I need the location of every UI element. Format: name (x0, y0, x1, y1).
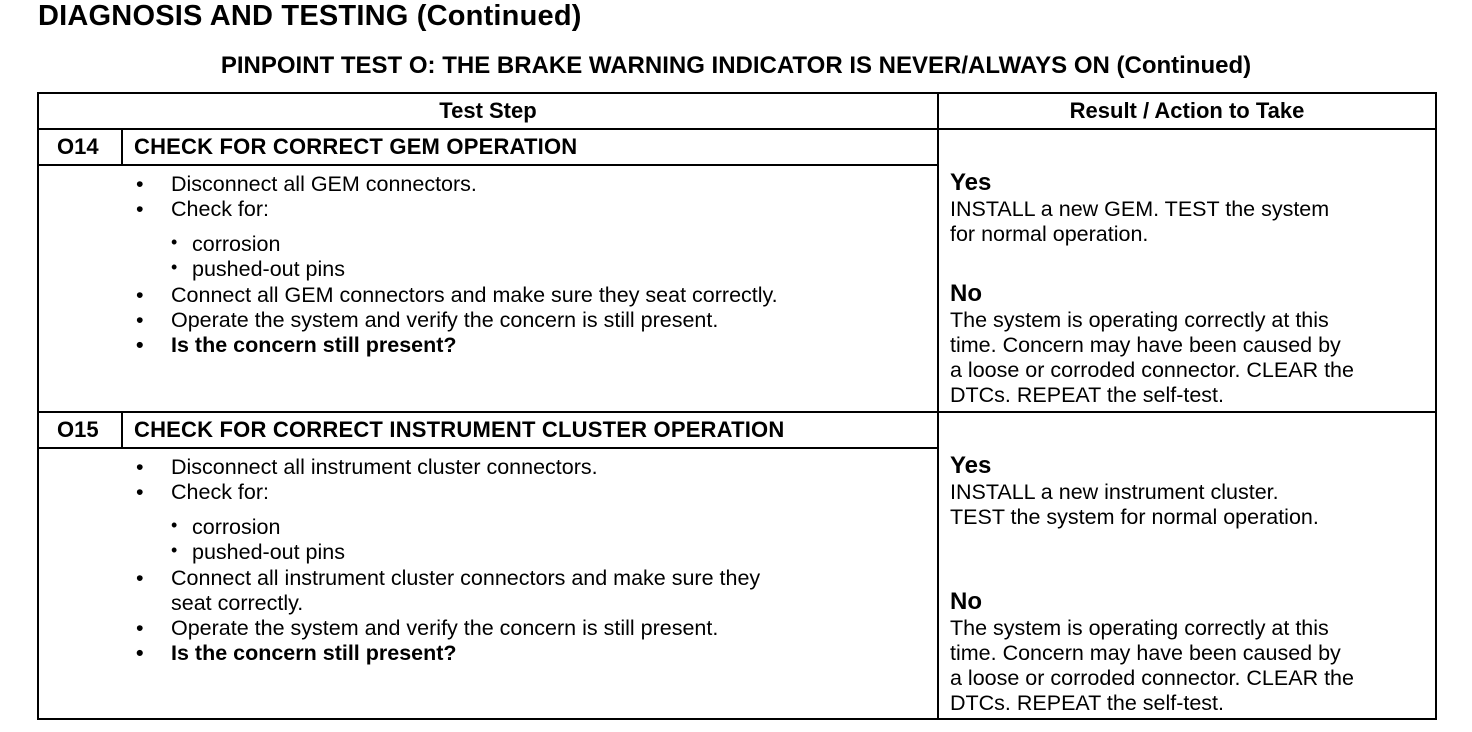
result-no-label: No (950, 588, 982, 615)
result-no-label: No (950, 280, 982, 307)
bullet-icon: • (136, 197, 144, 221)
step-title-divider-o14 (39, 164, 937, 166)
result-no-text: a loose or corroded connector. CLEAR the (950, 358, 1354, 382)
step-id: O15 (57, 417, 99, 442)
step-instruction: Check for: (171, 480, 269, 504)
check-item: corrosion (192, 232, 281, 256)
bullet-icon: • (136, 616, 144, 640)
step-title: CHECK FOR CORRECT GEM OPERATION (134, 134, 578, 159)
id-divider-o15 (121, 411, 123, 449)
step-instruction: seat correctly. (171, 591, 304, 615)
check-item: pushed-out pins (192, 540, 345, 564)
header-result: Result / Action to Take (1069, 98, 1305, 123)
result-no-text: time. Concern may have been caused by (950, 641, 1341, 665)
check-item: corrosion (192, 515, 281, 539)
bullet-icon: • (136, 480, 144, 504)
result-yes-text: INSTALL a new GEM. TEST the system (950, 197, 1330, 221)
header-divider (39, 128, 1435, 130)
sub-bullet-icon: • (171, 540, 178, 560)
step-question: Is the concern still present? (171, 641, 457, 665)
bullet-icon: • (136, 641, 144, 665)
step-id: O14 (57, 134, 99, 159)
pinpoint-test-title: PINPOINT TEST O: THE BRAKE WARNING INDICATOR IS NEVER/ALWAYS ON (Continued) (220, 52, 1252, 79)
bullet-icon: • (136, 308, 144, 332)
step-instruction: Check for: (171, 197, 269, 221)
result-yes-label: Yes (950, 452, 992, 479)
result-no-text: DTCs. REPEAT the self-test. (950, 691, 1224, 715)
result-yes-label: Yes (950, 169, 992, 196)
result-no-text: The system is operating correctly at this (950, 616, 1329, 640)
page-heading: DIAGNOSIS AND TESTING (Continued) (38, 0, 582, 32)
bullet-icon: • (136, 283, 144, 307)
pinpoint-test-table (37, 92, 1437, 720)
header-test-step: Test Step (439, 98, 537, 123)
step-instruction: Operate the system and verify the concern is still present. (171, 616, 719, 640)
step-instruction: Connect all GEM connectors and make sure they seat correctly. (171, 283, 778, 307)
bullet-icon: • (136, 566, 144, 590)
result-no-text: time. Concern may have been caused by (950, 333, 1341, 357)
step-instruction: Disconnect all GEM connectors. (171, 172, 477, 196)
bullet-icon: • (136, 333, 144, 357)
step-instruction: Disconnect all instrument cluster connectors. (171, 455, 598, 479)
result-yes-text: TEST the system for normal operation. (950, 505, 1319, 529)
check-item: pushed-out pins (192, 257, 345, 281)
bullet-icon: • (136, 455, 144, 479)
sub-bullet-icon: • (171, 257, 178, 277)
step-title-divider-o15 (39, 447, 937, 449)
result-no-text: a loose or corroded connector. CLEAR the (950, 666, 1354, 690)
bullet-icon: • (136, 172, 144, 196)
sub-bullet-icon: • (171, 515, 178, 535)
row-divider (39, 411, 1435, 413)
step-question: Is the concern still present? (171, 333, 457, 357)
id-divider-o14 (121, 128, 123, 166)
result-yes-text: INSTALL a new instrument cluster. (950, 480, 1279, 504)
sub-bullet-icon: • (171, 232, 178, 252)
step-title: CHECK FOR CORRECT INSTRUMENT CLUSTER OPERATION (134, 417, 785, 442)
result-yes-text: for normal operation. (950, 222, 1149, 246)
column-divider (937, 94, 939, 718)
result-no-text: DTCs. REPEAT the self-test. (950, 383, 1224, 407)
result-no-text: The system is operating correctly at this (950, 308, 1329, 332)
step-instruction: Connect all instrument cluster connectors and make sure they (171, 566, 761, 590)
step-instruction: Operate the system and verify the concern is still present. (171, 308, 719, 332)
